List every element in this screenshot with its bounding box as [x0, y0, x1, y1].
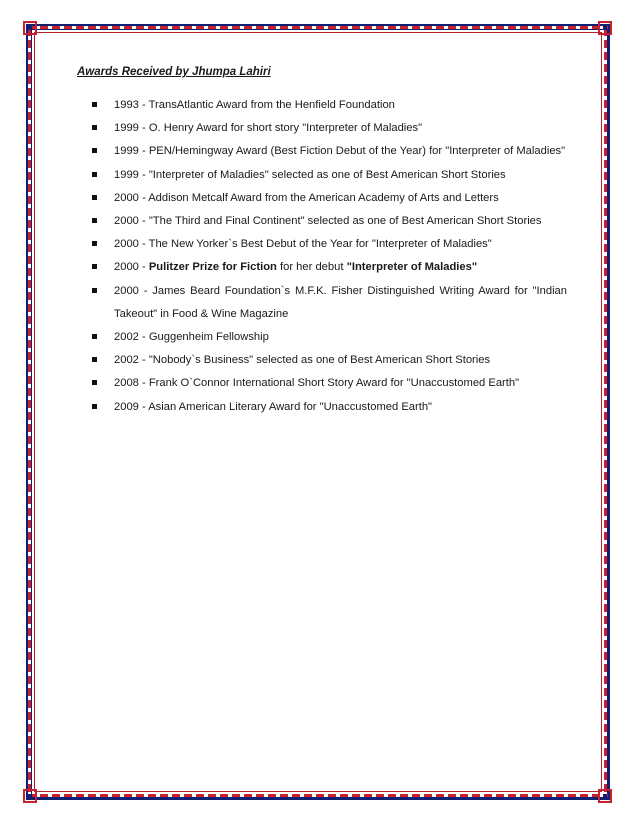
list-item — [77, 187, 567, 210]
corner-ornament-icon — [598, 789, 612, 803]
award-text: 1999 - "Interpreter of Maladies" selected as one of Best American Short Stories — [114, 168, 506, 181]
square-bullet-icon — [92, 195, 97, 200]
square-bullet-icon — [92, 404, 97, 409]
award-text: 1993 - TransAtlantic Award from the Henfield Foundation — [114, 99, 395, 111]
square-bullet-icon — [92, 218, 97, 223]
list-item — [77, 233, 567, 256]
square-bullet-icon — [92, 264, 97, 269]
list-item — [77, 164, 567, 187]
list-item — [77, 140, 567, 163]
square-bullet-icon — [92, 357, 97, 362]
award-text: 2002 - Guggenheim Fellowship — [114, 331, 269, 344]
list-item — [77, 94, 567, 117]
list-item — [77, 256, 567, 279]
award-text: 2000 - James Beard Foundation`s M.F.K. Fisher Distinguished Writing Award for "Indian Takeout" in Food & Wine Magazine — [114, 284, 567, 320]
list-item — [77, 396, 567, 419]
border-right-stripe — [604, 28, 607, 798]
award-text: for her debut — [276, 261, 347, 274]
award-text: 2009 - Asian American Literary Award for "Unaccustomed Earth" — [114, 400, 433, 413]
square-bullet-icon — [92, 148, 97, 153]
award-text: 2008 - Frank O`Connor International Short Story Award for "Unaccustomed Earth" — [114, 377, 520, 390]
document-body — [77, 66, 567, 419]
award-text-bold: Pulitzer Prize for Fiction — [148, 261, 277, 274]
award-text: 2000 - The New Yorker`s Best Debut of the Year for "Interpreter of Maladies" — [114, 238, 492, 251]
square-bullet-icon — [92, 241, 97, 246]
square-bullet-icon — [92, 102, 97, 107]
square-bullet-icon — [92, 288, 97, 293]
list-item — [77, 326, 567, 349]
corner-ornament-icon — [23, 789, 37, 803]
list-item — [77, 372, 567, 395]
square-bullet-icon — [92, 380, 97, 385]
page-title: Awards Received by Jhumpa Lahiri — [77, 66, 271, 78]
award-text: 2002 - "Nobody`s Business" selected as one of Best American Short Stories — [114, 354, 491, 367]
award-text: 1999 - PEN/Hemingway Award (Best Fiction Debut of the Year) for "Interpreter of Maladies" — [114, 145, 566, 158]
list-item — [77, 280, 567, 326]
award-text: 2000 - "The Third and Final Continent" selected as one of Best American Short Stories — [114, 215, 542, 228]
awards-list — [77, 94, 567, 419]
award-text: 2000 - — [114, 261, 149, 274]
list-item — [77, 117, 567, 140]
corner-ornament-icon — [598, 21, 612, 35]
square-bullet-icon — [92, 172, 97, 177]
border-left-stripe — [28, 28, 31, 798]
corner-ornament-icon — [23, 21, 37, 35]
border-top-stripe — [28, 26, 608, 29]
border-bottom-stripe — [28, 794, 608, 797]
award-text: 1999 - O. Henry Award for short story "Interpreter of Maladies" — [114, 122, 423, 135]
list-item — [77, 349, 567, 372]
square-bullet-icon — [92, 125, 97, 130]
square-bullet-icon — [92, 334, 97, 339]
list-item — [77, 210, 567, 233]
award-text: 2000 - Addison Metcalf Award from the American Academy of Arts and Letters — [114, 191, 499, 204]
award-text-bold: "Interpreter of Maladies" — [346, 261, 478, 274]
